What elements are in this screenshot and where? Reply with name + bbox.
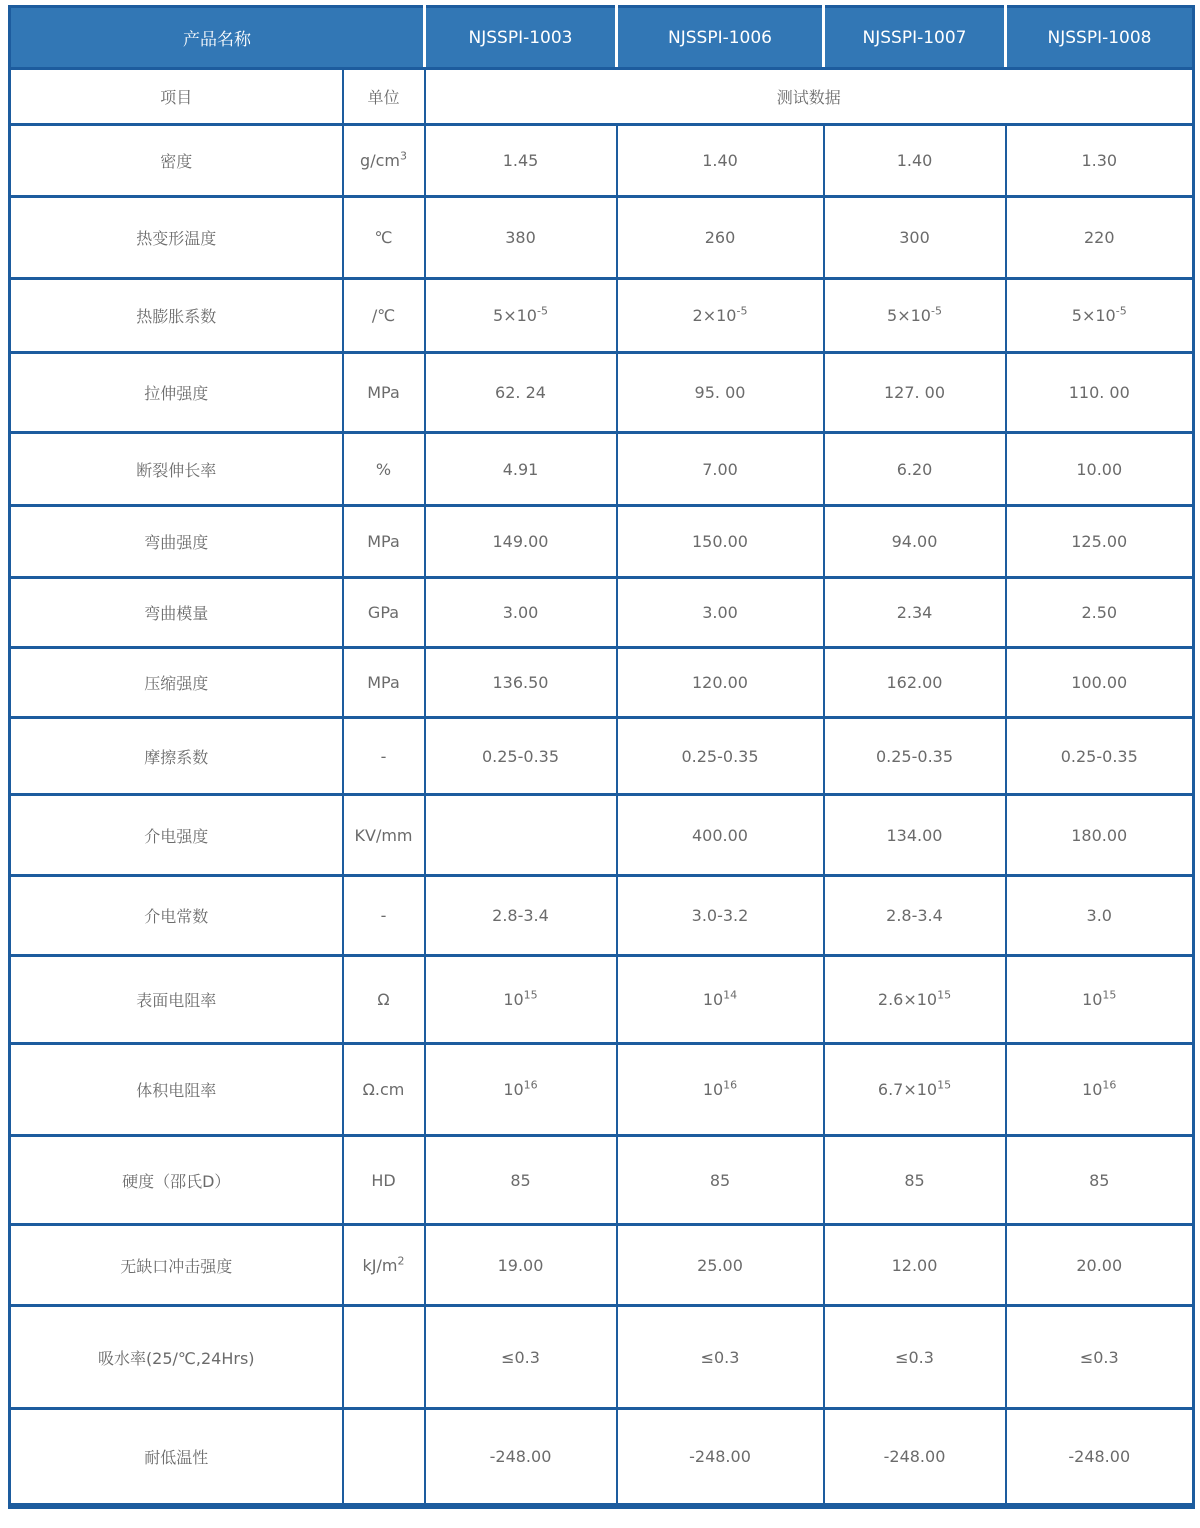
value-cell: ≤0.3 (425, 1306, 617, 1409)
item-cell: 介电强度 (10, 795, 343, 876)
table-row (10, 1409, 1194, 1506)
value-cell: 260 (617, 197, 824, 279)
unit-cell: - (343, 876, 425, 956)
unit-cell: GPa (343, 578, 425, 648)
item-cell: 体积电阻率 (10, 1044, 343, 1136)
table-row (10, 578, 1194, 648)
value-cell: ≤0.3 (617, 1306, 824, 1409)
table-row (10, 125, 1194, 197)
product-header-njsspi-1006: NJSSPI-1006 (617, 7, 824, 69)
table-row (10, 197, 1194, 279)
unit-cell: HD (343, 1136, 425, 1225)
value-cell: $2.6\times 10^{15}$ (824, 956, 1006, 1044)
item-cell: 摩擦系数 (10, 718, 343, 795)
item-cell: 耐低温性 (10, 1409, 343, 1506)
value-cell: 300 (824, 197, 1006, 279)
table-row (10, 876, 1194, 956)
unit-cell: MPa (343, 353, 425, 433)
unit-cell: $g/cm^3$ (343, 125, 425, 197)
value-cell: 134.00 (824, 795, 1006, 876)
unit-cell: MPa (343, 506, 425, 578)
item-cell: 热变形温度 (10, 197, 343, 279)
value-cell: 2.50 (1006, 578, 1194, 648)
value-cell: -248.00 (1006, 1409, 1194, 1506)
value-cell: 0.25-0.35 (824, 718, 1006, 795)
value-cell: $10^{14}$ (617, 956, 824, 1044)
item-cell: 断裂伸长率 (10, 433, 343, 506)
unit-cell: $kJ/m^2$ (343, 1225, 425, 1306)
value-cell: $10^{16}$ (617, 1044, 824, 1136)
value-cell: $10^{16}$ (1006, 1044, 1194, 1136)
value-cell: 94.00 (824, 506, 1006, 578)
value-cell: 127. 00 (824, 353, 1006, 433)
unit-cell: % (343, 433, 425, 506)
unit-cell (343, 1409, 425, 1506)
test-data-header: 测试数据 (425, 69, 1194, 125)
value-cell: 2.8-3.4 (824, 876, 1006, 956)
value-cell: 2.8-3.4 (425, 876, 617, 956)
header-row (10, 7, 1194, 69)
value-cell: 125.00 (1006, 506, 1194, 578)
value-cell: $10^{15}$ (1006, 956, 1194, 1044)
value-cell: 110. 00 (1006, 353, 1194, 433)
item-cell: 弯曲强度 (10, 506, 343, 578)
unit-cell: /℃ (343, 279, 425, 353)
subheader-row (10, 69, 1194, 125)
value-cell: 85 (617, 1136, 824, 1225)
value-cell: ≤0.3 (824, 1306, 1006, 1409)
product-spec-table (8, 5, 1195, 1509)
table-row (10, 648, 1194, 718)
item-cell: 表面电阻率 (10, 956, 343, 1044)
value-cell: 0.25-0.35 (1006, 718, 1194, 795)
table-row (10, 1225, 1194, 1306)
value-cell: 380 (425, 197, 617, 279)
value-cell: $5\times 10^{-5}$ (425, 279, 617, 353)
value-cell: 1.40 (617, 125, 824, 197)
value-cell: 20.00 (1006, 1225, 1194, 1306)
table-row (10, 956, 1194, 1044)
value-cell: 150.00 (617, 506, 824, 578)
value-cell: $5\times 10^{-5}$ (824, 279, 1006, 353)
unit-cell: Ω.cm (343, 1044, 425, 1136)
table-row (10, 279, 1194, 353)
value-cell: 3.00 (617, 578, 824, 648)
value-cell: 62. 24 (425, 353, 617, 433)
item-cell: 硬度（邵氏D） (10, 1136, 343, 1225)
table-body (10, 125, 1194, 1506)
product-header-njsspi-1003: NJSSPI-1003 (425, 7, 617, 69)
value-cell: 3.0 (1006, 876, 1194, 956)
value-cell: $10^{16}$ (425, 1044, 617, 1136)
value-cell: 85 (824, 1136, 1006, 1225)
unit-cell: ℃ (343, 197, 425, 279)
value-cell: 3.00 (425, 578, 617, 648)
product-name-header: 产品名称 (10, 7, 425, 69)
value-cell: 0.25-0.35 (617, 718, 824, 795)
value-cell: 6.20 (824, 433, 1006, 506)
item-cell: 拉伸强度 (10, 353, 343, 433)
value-cell: 7.00 (617, 433, 824, 506)
table-row (10, 353, 1194, 433)
table-row (10, 795, 1194, 876)
value-cell: 12.00 (824, 1225, 1006, 1306)
value-cell: 85 (1006, 1136, 1194, 1225)
table-row (10, 718, 1194, 795)
item-cell: 无缺口冲击强度 (10, 1225, 343, 1306)
value-cell: -248.00 (617, 1409, 824, 1506)
value-cell: 2.34 (824, 578, 1006, 648)
value-cell: 100.00 (1006, 648, 1194, 718)
item-cell: 密度 (10, 125, 343, 197)
value-cell: 1.30 (1006, 125, 1194, 197)
unit-cell (343, 1306, 425, 1409)
value-cell: 149.00 (425, 506, 617, 578)
value-cell: $2\times 10^{-5}$ (617, 279, 824, 353)
value-cell: 19.00 (425, 1225, 617, 1306)
value-cell: 25.00 (617, 1225, 824, 1306)
value-cell: 120.00 (617, 648, 824, 718)
item-cell: 弯曲模量 (10, 578, 343, 648)
value-cell: 136.50 (425, 648, 617, 718)
value-cell: 3.0-3.2 (617, 876, 824, 956)
table-row (10, 433, 1194, 506)
unit-cell: - (343, 718, 425, 795)
product-header-njsspi-1007: NJSSPI-1007 (824, 7, 1006, 69)
value-cell: 4.91 (425, 433, 617, 506)
unit-cell: MPa (343, 648, 425, 718)
unit-cell: Ω (343, 956, 425, 1044)
value-cell: ≤0.3 (1006, 1306, 1194, 1409)
value-cell: $6.7\times 10^{15}$ (824, 1044, 1006, 1136)
value-cell: 95. 00 (617, 353, 824, 433)
item-cell: 吸水率(25/℃,24Hrs) (10, 1306, 343, 1409)
table-row (10, 506, 1194, 578)
unit-cell: KV/mm (343, 795, 425, 876)
value-cell: 10.00 (1006, 433, 1194, 506)
unit-column-header: 单位 (343, 69, 425, 125)
value-cell: 180.00 (1006, 795, 1194, 876)
value-cell: 400.00 (617, 795, 824, 876)
item-cell: 压缩强度 (10, 648, 343, 718)
value-cell (425, 795, 617, 876)
product-header-njsspi-1008: NJSSPI-1008 (1006, 7, 1194, 69)
table-row (10, 1136, 1194, 1225)
table-row (10, 1306, 1194, 1409)
value-cell: -248.00 (824, 1409, 1006, 1506)
value-cell: 1.45 (425, 125, 617, 197)
item-cell: 热膨胀系数 (10, 279, 343, 353)
value-cell: 1.40 (824, 125, 1006, 197)
value-cell: $10^{15}$ (425, 956, 617, 1044)
item-cell: 介电常数 (10, 876, 343, 956)
table-row (10, 1044, 1194, 1136)
value-cell: $5\times 10^{-5}$ (1006, 279, 1194, 353)
value-cell: 162.00 (824, 648, 1006, 718)
value-cell: 0.25-0.35 (425, 718, 617, 795)
value-cell: -248.00 (425, 1409, 617, 1506)
value-cell: 220 (1006, 197, 1194, 279)
item-column-header: 项目 (10, 69, 343, 125)
table-header (10, 7, 1194, 125)
value-cell: 85 (425, 1136, 617, 1225)
